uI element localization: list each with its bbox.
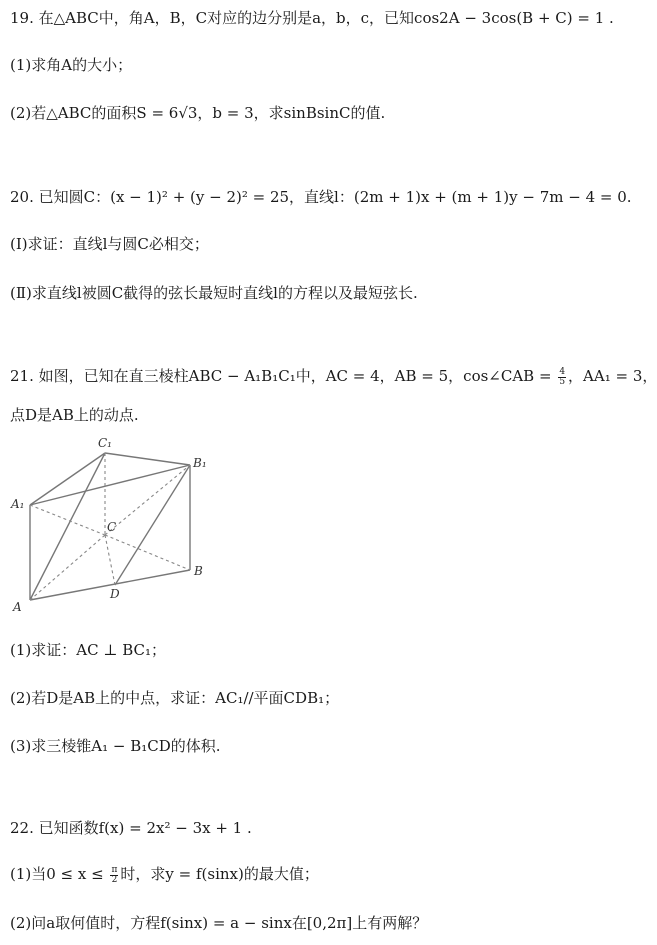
edge-AC1 bbox=[30, 453, 105, 600]
q20-stem: 20. 已知圆C：(x − 1)² + (y − 2)² = 25，直线l：(2m + 1)x + (m + 1)y − 7m − 4 = 0. bbox=[10, 188, 632, 206]
q19-part2: (2)若△ABC的面积S = 6√3，b = 3，求sinBsinC的值. bbox=[10, 104, 386, 122]
q22-frac-den: 2 bbox=[111, 874, 118, 885]
edge-DB1 bbox=[115, 465, 190, 585]
label-B: B bbox=[194, 564, 203, 578]
label-C1: C₁ bbox=[98, 436, 112, 450]
q20-part1: (Ⅰ)求证：直线l与圆C必相交； bbox=[10, 235, 209, 253]
label-A1: A₁ bbox=[11, 497, 25, 511]
edge-C1B1 bbox=[105, 453, 190, 465]
label-C: C bbox=[107, 520, 117, 534]
edge-AC bbox=[30, 535, 105, 600]
q22-part2: (2)问a取何值时，方程f(sinx) = a − sinx在[0,2π]上有两解？ bbox=[10, 914, 428, 932]
q21-part3: (3)求三棱锥A₁ − B₁CD的体积. bbox=[10, 737, 221, 755]
prism-figure bbox=[8, 435, 218, 615]
edge-A1C bbox=[30, 505, 105, 535]
q22-frac-num: π bbox=[111, 864, 118, 875]
label-A: A bbox=[13, 600, 22, 614]
q22-part1-a: (1)当0 ≤ x ≤ bbox=[10, 865, 109, 883]
q19-part1: (1)求角A的大小； bbox=[10, 56, 133, 74]
label-D: D bbox=[110, 587, 120, 601]
q21-stem2: 点D是AB上的动点. bbox=[10, 406, 139, 424]
q20-part2: (Ⅱ)求直线l被圆C截得的弦长最短时直线l的方程以及最短弦长. bbox=[10, 284, 418, 302]
edge-CD bbox=[105, 535, 115, 585]
q21-stem bbox=[10, 366, 657, 387]
q21-frac-den: 5 bbox=[559, 376, 566, 387]
q21-part2: (2)若D是AB上的中点，求证：AC₁//平面CDB₁； bbox=[10, 689, 340, 707]
q19-stem: 19. 在△ABC中，角A，B，C对应的边分别是a，b，c，已知cos2A − 3cos(B + C) = 1 . bbox=[10, 9, 614, 27]
label-B1: B₁ bbox=[193, 456, 207, 470]
q21-part1: (1)求证：AC ⊥ BC₁； bbox=[10, 641, 166, 659]
edge-CB bbox=[105, 535, 190, 570]
q22-stem: 22. 已知函数f(x) = 2x² − 3x + 1 . bbox=[10, 819, 252, 837]
q22-part1 bbox=[10, 864, 319, 885]
q21-stem-b: ，AA₁ = 3， bbox=[568, 367, 657, 385]
q21-frac-num: 4 bbox=[559, 366, 566, 377]
q21-stem-a: 21. 如图，已知在直三棱柱ABC − A₁B₁C₁中，AC = 4，AB = 5，cos∠CAB = bbox=[10, 367, 557, 385]
edge-A1C1 bbox=[30, 453, 105, 505]
q21-cos-fraction bbox=[558, 368, 566, 387]
q22-part1-b: 时，求y = f(sinx)的最大值； bbox=[120, 865, 319, 883]
q22-pi-fraction bbox=[110, 866, 118, 885]
